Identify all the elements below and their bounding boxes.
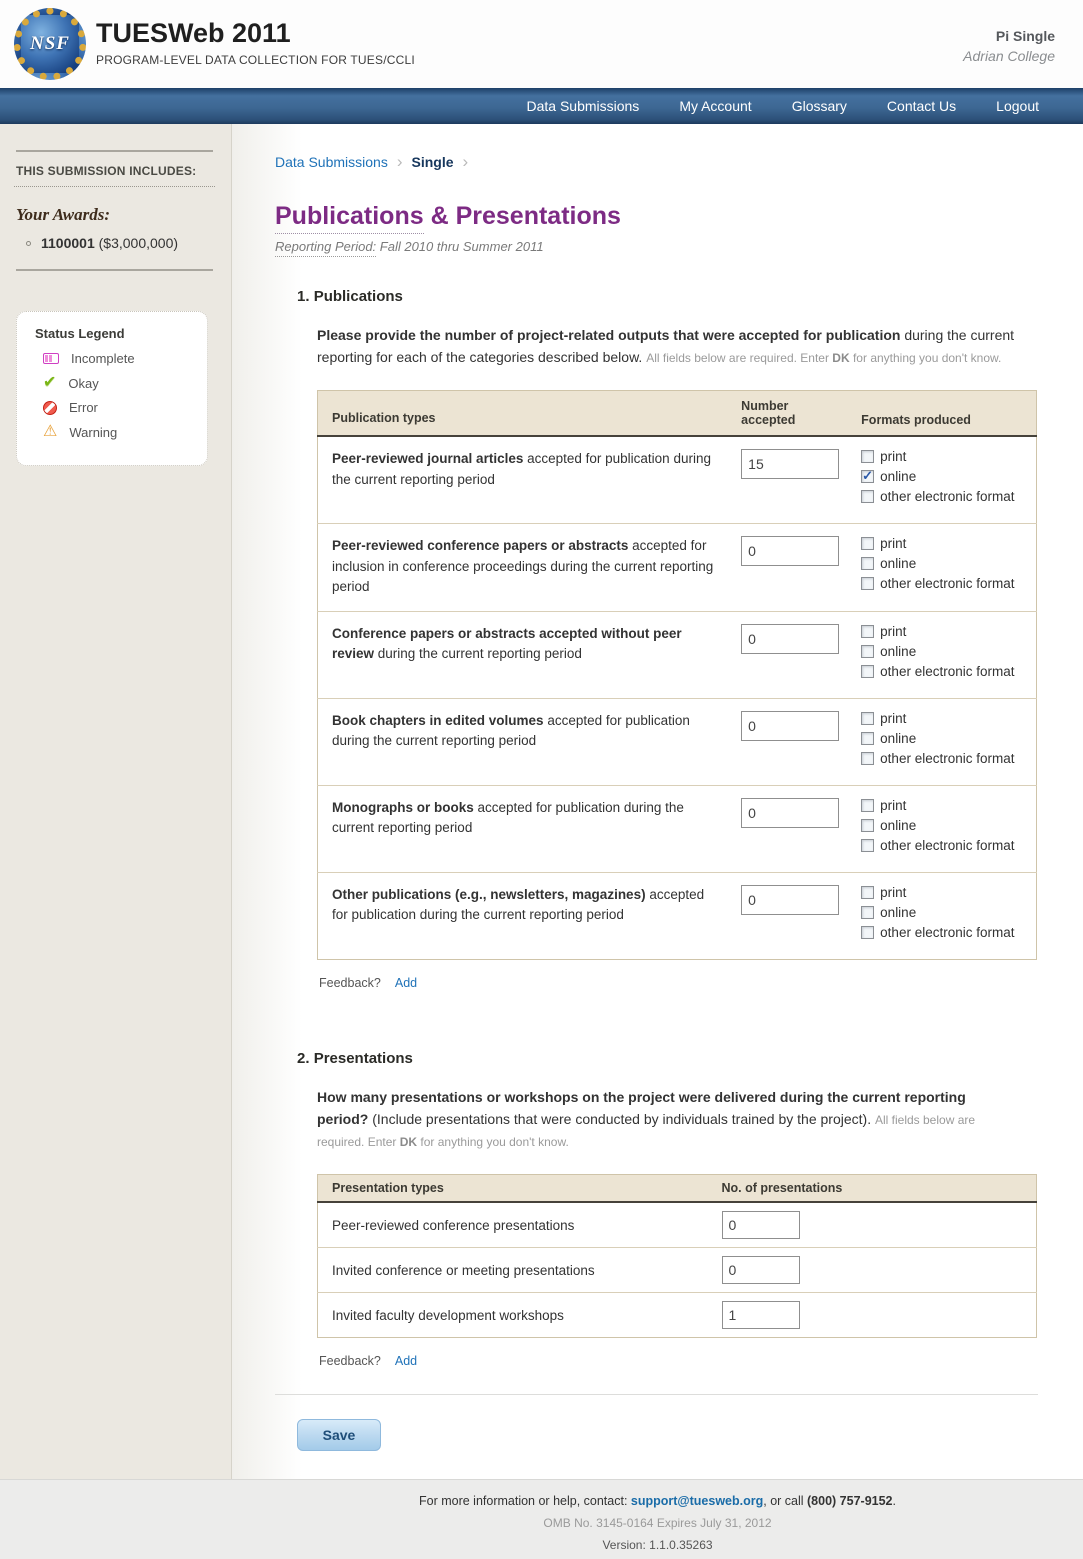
- format-option: [861, 885, 1028, 900]
- format-label: online: [880, 469, 917, 485]
- note-dk: DK: [399, 1134, 418, 1149]
- save-button[interactable]: Save: [297, 1419, 381, 1451]
- row-label-bold: Peer-reviewed conference papers or abstracts: [332, 538, 629, 554]
- col-formats-produced: Formats produced: [847, 391, 1036, 437]
- table-row: [318, 1293, 1037, 1338]
- format-option: [861, 905, 1028, 920]
- footer-version-line: Version: 1.1.0.35263: [602, 1538, 713, 1553]
- format-label: print: [880, 711, 907, 727]
- row-label: [318, 699, 728, 786]
- col-number-accepted: Number accepted: [727, 391, 847, 437]
- support-email-link[interactable]: support@tuesweb.org: [630, 1494, 764, 1509]
- row-label-bold: Book chapters in edited volumes: [332, 713, 544, 729]
- sidebar: [0, 124, 232, 1479]
- format-option: [861, 751, 1028, 766]
- presentations-table: [317, 1174, 1037, 1338]
- table-row: [318, 524, 1037, 612]
- format-label: print: [880, 449, 907, 465]
- presentations-table-header: [318, 1175, 1037, 1203]
- nav-item-logout[interactable]: Logout: [996, 98, 1039, 114]
- number-accepted-input[interactable]: [741, 711, 839, 741]
- breadcrumb-current-single: Single: [411, 154, 454, 170]
- reporting-period-label: Reporting Period:: [275, 239, 376, 257]
- row-label-bold: Other publications (e.g., newsletters, magazines): [332, 887, 646, 903]
- row-label: [318, 524, 728, 612]
- nsf-logo-text: NSF: [30, 33, 70, 54]
- legend-item-warning: [43, 424, 193, 440]
- save-bar: [275, 1394, 1038, 1479]
- table-row: [318, 1202, 1037, 1248]
- presentations-intro: [317, 1087, 1017, 1152]
- format-label: other electronic format: [880, 664, 1015, 680]
- footer-phone: (800) 757-9152: [807, 1494, 893, 1509]
- table-row: [318, 873, 1037, 960]
- table-row: [318, 699, 1037, 786]
- row-label-normal: accepted for publication during the current reporting period: [332, 887, 705, 923]
- other-electronic-checkbox[interactable]: [861, 490, 874, 503]
- footer-contact-mid: , or call: [763, 1494, 808, 1509]
- footer-contact-post: .: [892, 1494, 896, 1509]
- format-option: [861, 469, 1028, 484]
- format-option: [861, 711, 1028, 726]
- online-checkbox[interactable]: [861, 470, 874, 483]
- number-accepted-input[interactable]: [741, 624, 839, 654]
- reporting-period: [275, 239, 1038, 254]
- online-checkbox[interactable]: [861, 906, 874, 919]
- row-label: Invited faculty development workshops: [318, 1293, 708, 1338]
- print-checkbox[interactable]: [861, 537, 874, 550]
- row-label-bold: Conference papers or abstracts accepted without peer review: [332, 626, 682, 662]
- section-publications: [297, 288, 1038, 990]
- format-option: [861, 644, 1028, 659]
- main-nav: [0, 88, 1083, 124]
- format-label: online: [880, 905, 917, 921]
- format-option: [861, 489, 1028, 504]
- legend-item-okay: [43, 375, 193, 391]
- warning-icon: ⚠: [43, 423, 58, 440]
- format-label: other electronic format: [880, 751, 1015, 767]
- breadcrumb: [275, 152, 1038, 172]
- formats-cell: [847, 612, 1036, 699]
- online-checkbox[interactable]: [861, 557, 874, 570]
- award-item: [26, 235, 215, 251]
- row-label: [318, 786, 728, 873]
- format-option: [861, 576, 1028, 591]
- chevron-right-icon: ›: [396, 152, 403, 171]
- award-number: 1100001: [41, 235, 95, 251]
- row-label-bold: Monographs or books: [332, 800, 474, 816]
- format-label: print: [880, 798, 907, 814]
- format-option: [861, 925, 1028, 940]
- formats-cell: [847, 786, 1036, 873]
- award-amount: ($3,000,000): [98, 235, 179, 251]
- format-option: [861, 664, 1028, 679]
- other-electronic-checkbox[interactable]: [861, 665, 874, 678]
- col-no-of-presentations: No. of presentations: [708, 1175, 1037, 1203]
- user-name: Pi Single: [995, 28, 1055, 44]
- presentations-count-input[interactable]: [722, 1301, 800, 1329]
- okay-icon: ✔: [43, 374, 57, 391]
- nsf-logo-icon: [14, 8, 86, 80]
- nav-item-data-submissions[interactable]: Data Submissions: [526, 98, 640, 114]
- publications-intro-bold: Please provide the number of project-related outputs that were accepted for publication: [317, 327, 901, 343]
- table-row: [318, 612, 1037, 699]
- bullet-icon: [26, 241, 31, 246]
- table-row: [318, 1248, 1037, 1293]
- formats-cell: [847, 699, 1036, 786]
- presentations-heading: [297, 1050, 1038, 1067]
- row-label: [318, 612, 728, 699]
- presentations-heading-text: Presentations: [313, 1050, 413, 1068]
- status-legend-title: Status Legend: [35, 326, 125, 341]
- formats-cell: [847, 873, 1036, 960]
- print-checkbox[interactable]: [861, 886, 874, 899]
- feedback-row: [319, 1354, 1038, 1368]
- format-option: [861, 818, 1028, 833]
- other-electronic-checkbox[interactable]: [861, 752, 874, 765]
- formats-cell: [847, 524, 1036, 612]
- other-electronic-checkbox[interactable]: [861, 926, 874, 939]
- footer: [0, 1479, 1083, 1559]
- legend-label: Error: [69, 400, 98, 415]
- format-label: online: [880, 644, 917, 660]
- formats-cell: [847, 436, 1036, 524]
- feedback-add-link[interactable]: Add: [394, 976, 418, 991]
- format-label: other electronic format: [880, 925, 1015, 941]
- print-checkbox[interactable]: [861, 712, 874, 725]
- row-label-bold: Peer-reviewed journal articles: [332, 451, 524, 467]
- format-option: [861, 731, 1028, 746]
- row-label: Invited conference or meeting presentations: [318, 1248, 708, 1293]
- feedback-add-link[interactable]: Add: [394, 1354, 418, 1369]
- format-option: [861, 556, 1028, 571]
- chevron-right-icon: ›: [462, 152, 469, 171]
- user-organization: Adrian College: [963, 48, 1055, 64]
- footer-omb-line: OMB No. 3145-0164 Expires July 31, 2012: [543, 1516, 772, 1531]
- header-titles: [96, 18, 415, 67]
- row-label: [318, 873, 728, 960]
- note-dk: DK: [832, 350, 850, 365]
- format-label: online: [880, 731, 917, 747]
- format-label: other electronic format: [880, 838, 1015, 854]
- error-icon: [43, 401, 57, 415]
- submission-includes-label: THIS SUBMISSION INCLUDES:: [14, 162, 215, 187]
- note-post: for anything you don't know.: [849, 350, 1002, 365]
- nav-item-my-account[interactable]: My Account: [679, 98, 752, 114]
- reporting-period-value: Fall 2010 thru Summer 2011: [376, 239, 544, 254]
- presentations-number: 2.: [297, 1050, 310, 1068]
- publications-note: [646, 351, 1001, 365]
- print-checkbox[interactable]: [861, 625, 874, 638]
- legend-item-error: [43, 400, 193, 415]
- breadcrumb-link-data-submissions[interactable]: Data Submissions: [275, 154, 388, 170]
- status-legend: [16, 311, 208, 466]
- row-label-normal: accepted for publication during the current reporting period: [332, 451, 711, 487]
- number-accepted-input[interactable]: [741, 449, 839, 479]
- publications-table: [317, 390, 1037, 960]
- publications-table-header: [318, 391, 1037, 437]
- format-label: online: [880, 818, 917, 834]
- row-label-normal: during the current reporting period: [374, 646, 582, 662]
- publications-number: 1.: [297, 288, 310, 305]
- format-label: print: [880, 885, 907, 901]
- online-checkbox[interactable]: [861, 819, 874, 832]
- other-electronic-checkbox[interactable]: [861, 839, 874, 852]
- row-label-normal: accepted for publication during the current reporting period: [332, 713, 690, 749]
- publications-heading-text: Publications: [313, 288, 403, 305]
- feedback-row: [319, 976, 1038, 990]
- award-text: [41, 235, 178, 251]
- app-header: [0, 0, 1083, 88]
- online-checkbox[interactable]: [861, 645, 874, 658]
- feedback-label: Feedback?: [319, 976, 381, 991]
- number-accepted-input[interactable]: [741, 798, 839, 828]
- presentations-count-input[interactable]: [722, 1211, 800, 1239]
- row-label: Peer-reviewed conference presentations: [318, 1202, 708, 1248]
- legend-label: Incomplete: [71, 351, 135, 366]
- format-label: other electronic format: [880, 576, 1015, 592]
- page-title: [275, 202, 1038, 231]
- nav-item-glossary[interactable]: Glossary: [791, 98, 847, 114]
- publications-intro: [317, 325, 1017, 368]
- format-label: print: [880, 624, 907, 640]
- table-row: [318, 436, 1037, 524]
- format-option: [861, 838, 1028, 853]
- format-label: print: [880, 536, 907, 552]
- format-option: [861, 798, 1028, 813]
- note-pre: All fields below are required. Enter: [646, 350, 833, 365]
- number-accepted-input[interactable]: [741, 536, 839, 566]
- page-title-rest: & Presentations: [423, 202, 621, 230]
- note-pre: All fields below are required. Enter: [317, 1112, 976, 1149]
- presentations-intro-normal: (Include presentations that were conducted by individuals trained by the project).: [368, 1110, 872, 1127]
- publications-heading: [297, 288, 1038, 305]
- page-title-term: Publications: [275, 202, 424, 234]
- nav-item-contact-us[interactable]: Contact Us: [886, 98, 957, 114]
- incomplete-icon: [43, 353, 59, 364]
- format-option: [861, 624, 1028, 639]
- note-post: for anything you don't know.: [417, 1134, 569, 1149]
- print-checkbox[interactable]: [861, 799, 874, 812]
- sidebar-divider: [16, 150, 213, 152]
- legend-label: Warning: [69, 424, 118, 440]
- col-presentation-types: Presentation types: [318, 1175, 708, 1203]
- main-content: [232, 124, 1083, 1479]
- your-awards-label: Your Awards:: [16, 205, 110, 224]
- app-subtitle: PROGRAM-LEVEL DATA COLLECTION FOR TUES/CCLI: [96, 53, 415, 67]
- table-row: [318, 786, 1037, 873]
- header-user: [963, 28, 1055, 64]
- section-presentations: [297, 1050, 1038, 1368]
- number-accepted-input[interactable]: [741, 885, 839, 915]
- format-label: online: [880, 556, 917, 572]
- online-checkbox[interactable]: [861, 732, 874, 745]
- sidebar-divider: [16, 269, 213, 271]
- feedback-label: Feedback?: [319, 1354, 381, 1369]
- other-electronic-checkbox[interactable]: [861, 577, 874, 590]
- legend-item-incomplete: [43, 351, 193, 366]
- footer-contact-line: [232, 1494, 1083, 1508]
- row-label-normal: accepted for inclusion in conference proceedings during the current reporting period: [332, 538, 714, 594]
- app-title: TUESWeb 2011: [96, 18, 291, 48]
- print-checkbox[interactable]: [861, 450, 874, 463]
- format-label: other electronic format: [880, 489, 1015, 505]
- legend-label: Okay: [68, 375, 99, 391]
- presentations-count-input[interactable]: [722, 1256, 800, 1284]
- row-label-normal: accepted for publication during the current reporting period: [332, 800, 684, 836]
- presentations-intro-bold: How many presentations or workshops on the project were delivered during the current reporting period?: [317, 1089, 966, 1127]
- col-publication-types: Publication types: [318, 391, 728, 437]
- footer-contact-pre: For more information or help, contact:: [419, 1494, 631, 1509]
- format-option: [861, 536, 1028, 551]
- publications-intro-normal: during the current reporting for each of the categories described below.: [317, 327, 1015, 365]
- format-option: [861, 449, 1028, 464]
- row-label: [318, 436, 728, 524]
